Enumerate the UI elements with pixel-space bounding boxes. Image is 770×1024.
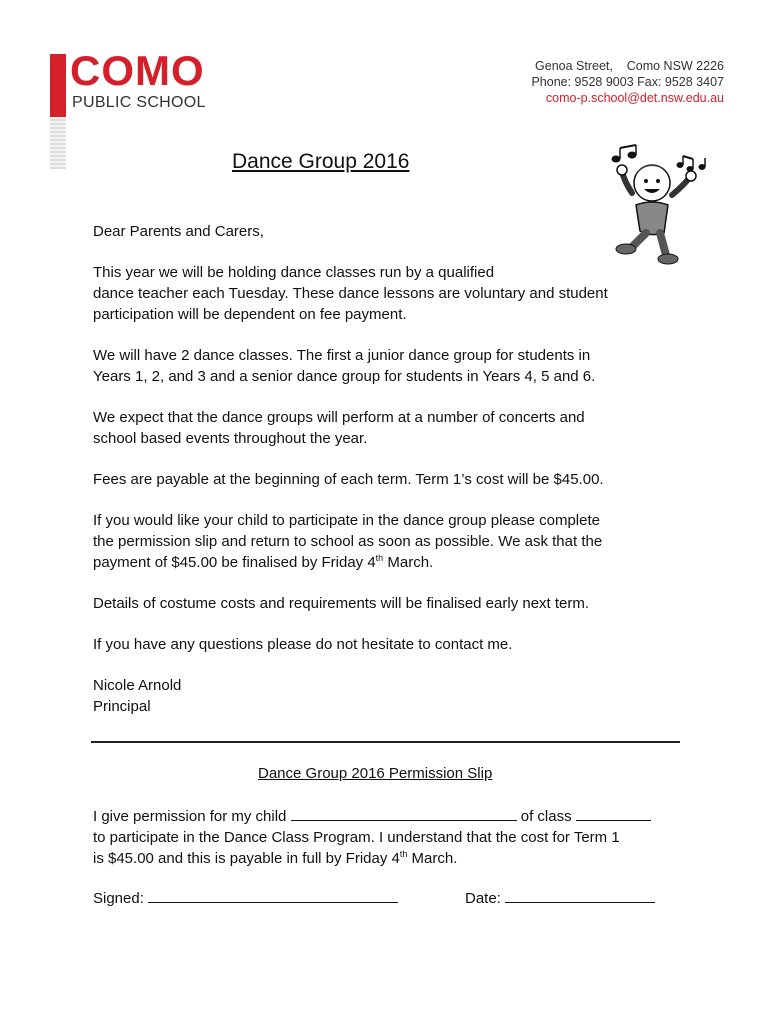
logo-como-text: COMO [70,47,205,94]
paragraph-line: participation will be dependent on fee payment. [93,306,407,323]
letter-body [93,221,683,717]
slip-text-segment: I give permission for my child [93,808,291,825]
signoff-name: Nicole Arnold [93,677,182,694]
paragraph-costume: Details of costume costs and requirements will be finalised early next term. [93,595,590,612]
date-group [465,888,655,909]
address-phone: Phone: 9528 9003 Fax: 9528 3407 [531,75,724,89]
logo-shadow [50,117,66,169]
child-name-field[interactable] [291,806,517,821]
paragraph-permission [93,510,683,573]
signed-label: Signed: [93,890,149,907]
date-label: Date: [465,890,506,907]
paragraph-line: We expect that the dance groups will perform at a number of concerts and [93,409,585,426]
paragraph-questions: If you have any questions please do not hesitate to contact me. [93,636,513,653]
slip-text-segment: March. [407,850,458,867]
paragraph-line: If you would like your child to participate in the dance group please complete [93,512,600,529]
page-title: Dance Group 2016 [232,150,410,173]
permission-slip-text [93,806,693,869]
paragraph-line: payment of $45.00 be finalised by Friday 4 [93,554,376,571]
paragraph-fees: Fees are payable at the beginning of each term. Term 1’s cost will be $45.00. [93,471,604,488]
paragraph-line: school based events throughout the year. [93,430,368,447]
paragraph-classes [93,262,683,325]
slip-title: Dance Group 2016 Permission Slip [258,765,493,782]
paragraph-line: the permission slip and return to school as soon as possible. We ask that the [93,533,603,550]
ordinal-suffix: th [399,849,408,859]
paragraph-line: We will have 2 dance classes. The first a junior dance group for students in [93,347,591,364]
signature-field[interactable] [148,888,398,903]
ordinal-suffix: th [375,553,384,563]
paragraph-line: dance teacher each Tuesday. These dance lessons are voluntary and student [93,285,608,302]
slip-text-segment: is $45.00 and this is payable in full by Friday 4 [93,850,400,867]
greeting: Dear Parents and Carers, [93,223,264,240]
school-address [531,58,724,106]
paragraph-groups [93,345,683,387]
class-field[interactable] [576,806,651,821]
signature-row [93,888,693,909]
school-logo [50,47,240,123]
paragraph-line: This year we will be holding dance classes run by a qualified [93,264,495,281]
signoff-title: Principal [93,698,151,715]
paragraph-line: March. [383,554,434,571]
address-street: Genoa Street, Como NSW 2226 [535,59,724,73]
date-field[interactable] [505,888,655,903]
address-email: como-p.school@det.nsw.edu.au [545,91,724,105]
slip-line-program: to participate in the Dance Class Program. I understand that the cost for Term 1 [93,829,620,846]
paragraph-performances [93,407,683,449]
logo-red-bar [50,54,66,118]
divider [91,741,680,743]
slip-line-child [93,806,693,827]
paragraph-line: Years 1, 2, and 3 and a senior dance group for students in Years 4, 5 and 6. [93,368,596,385]
slip-line-cost [93,848,693,869]
slip-text-segment: of class [516,808,576,825]
logo-public-school-text: PUBLIC SCHOOL [72,94,206,111]
